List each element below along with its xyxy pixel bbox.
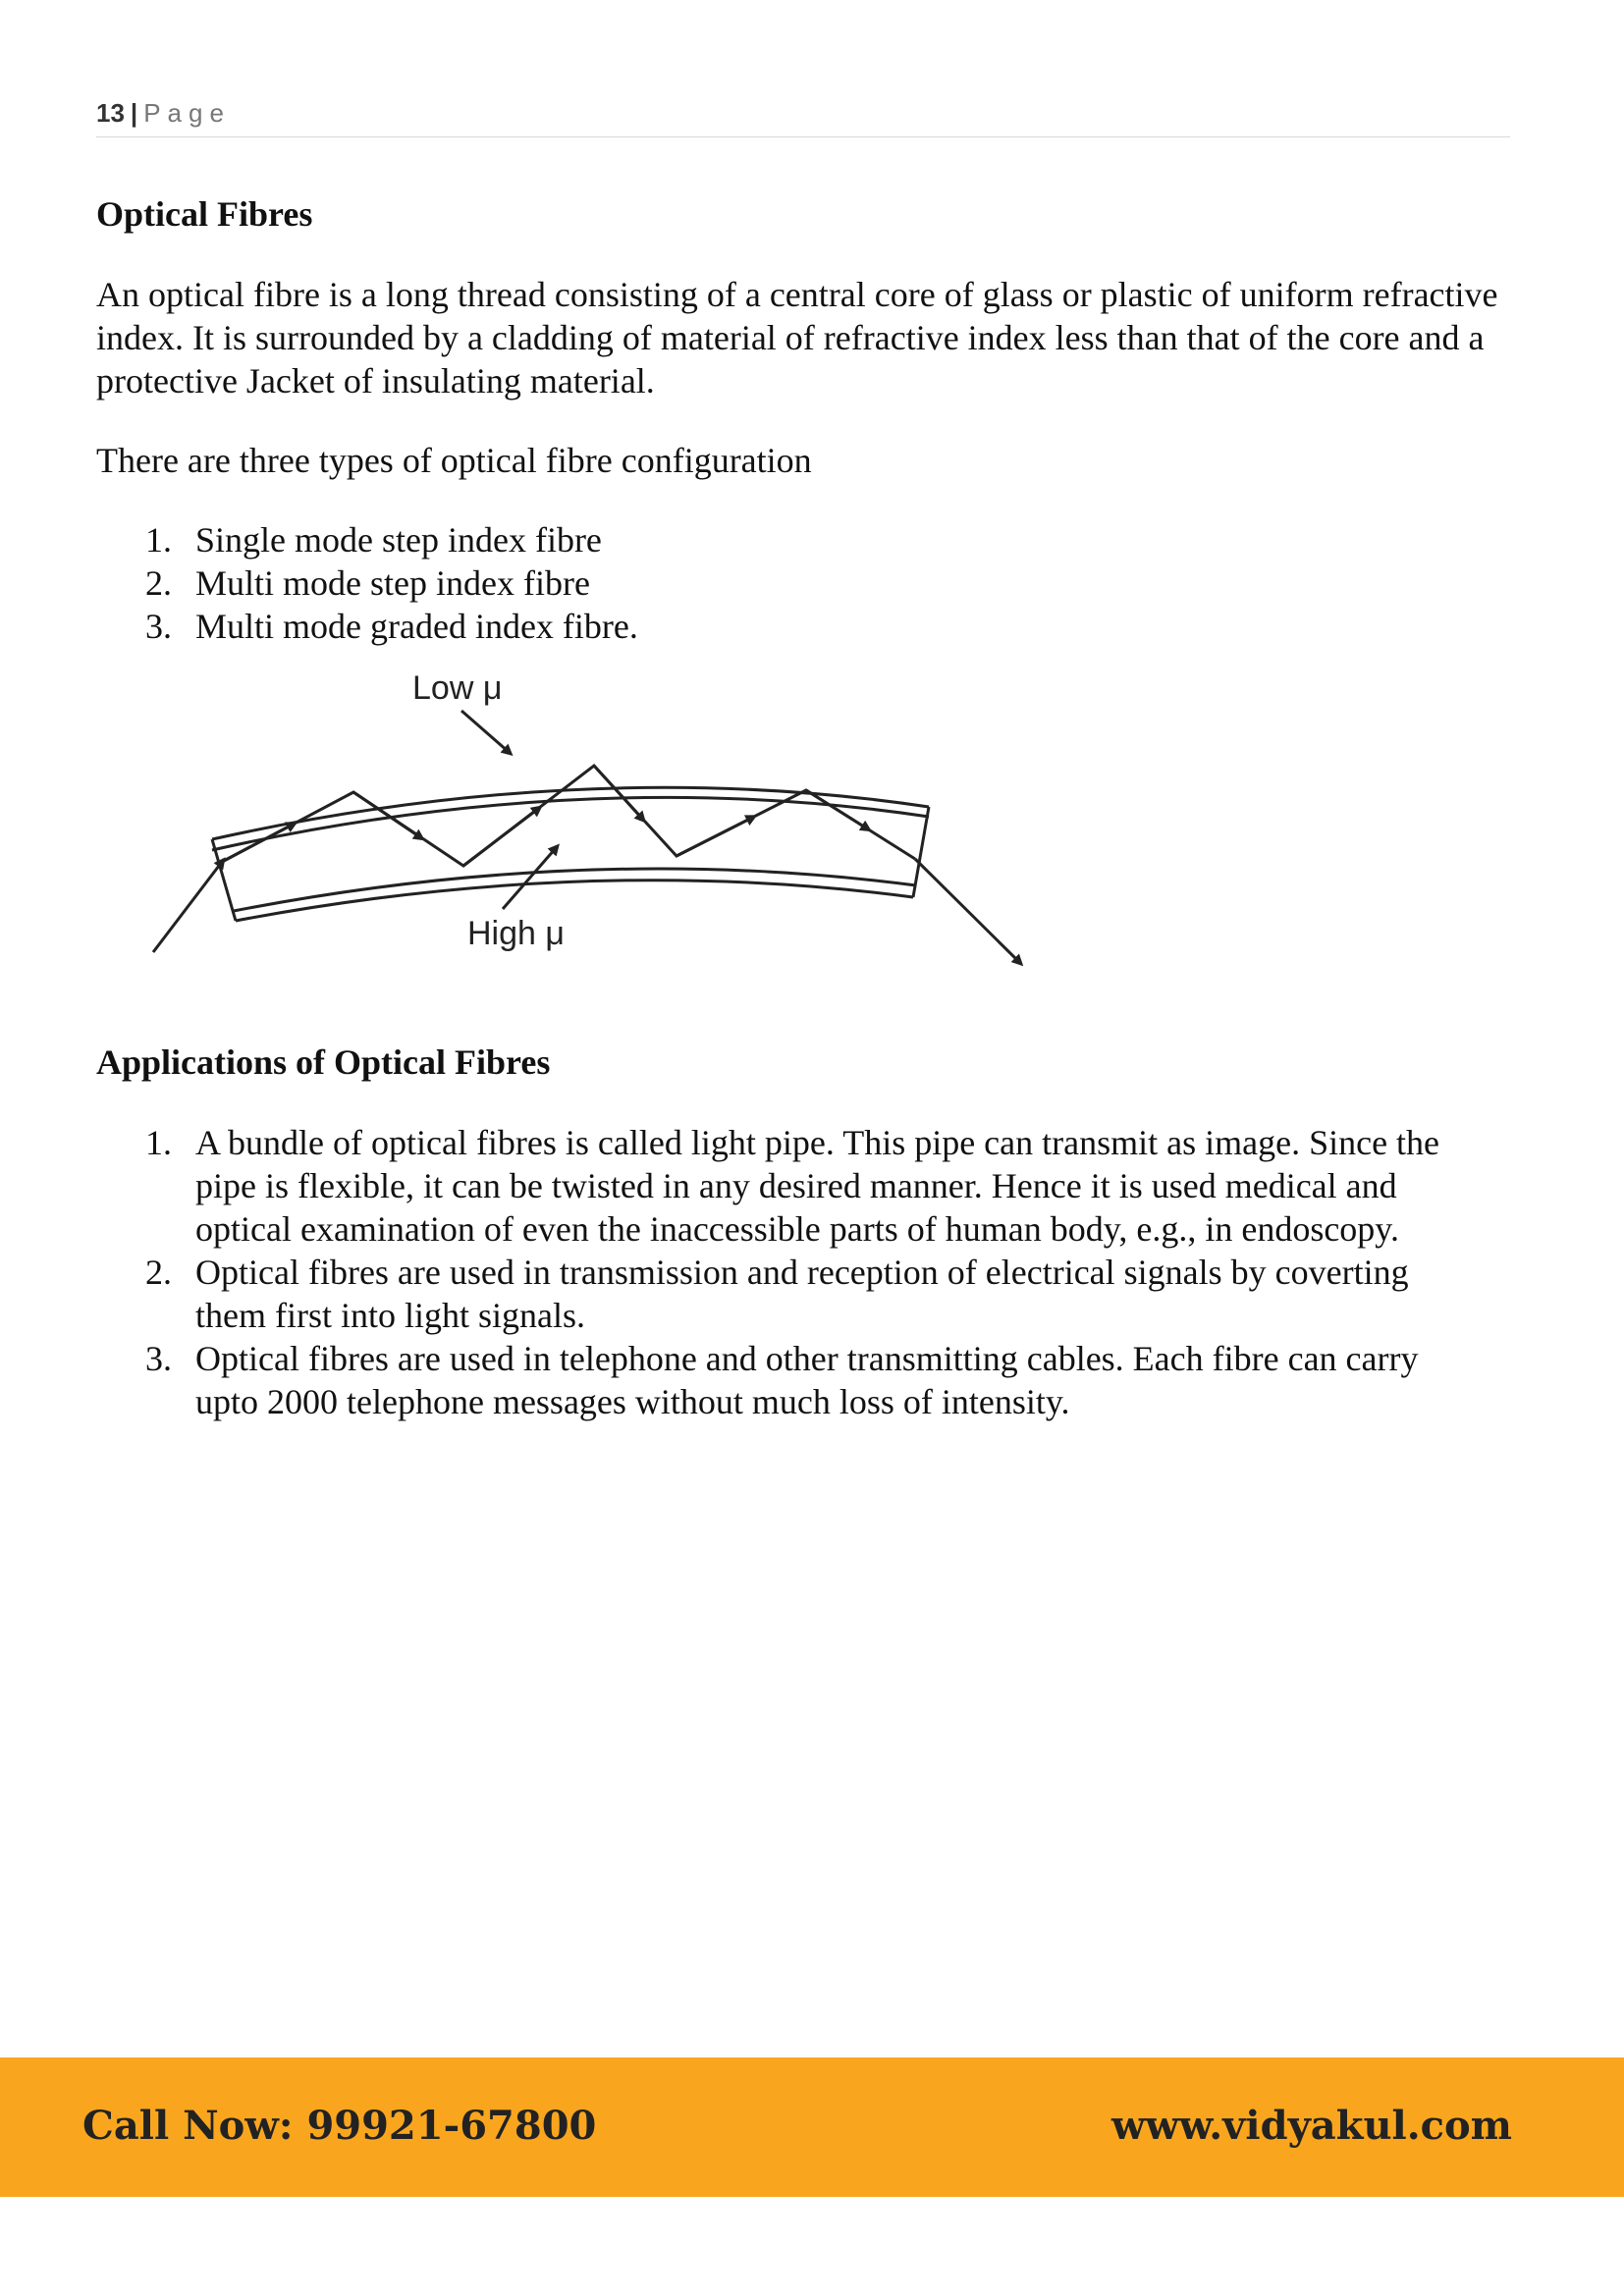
list-item: 2. Optical fibres are used in transmission and reception of electrical signals by coverting them first into light signals. [145,1253,1409,1335]
intro-paragraph: An optical fibre is a long thread consisting of a central core of glass or plastic of uniform refractive index. It is surrounded by a cladding of material of refractive index less than that of the core and a protective Jacket of insulating material. [96,275,1498,400]
footer-banner [0,2057,1624,2197]
page-word: Page [143,98,231,128]
section-heading-optical-fibres: Optical Fibres [96,194,313,234]
list-item: 1. Single mode step index fibre [145,520,602,560]
list-item: 2. Multi mode step index fibre [145,563,590,603]
page-number: 13 [96,98,125,128]
call-now-text: Call Now: 99921-67800 [82,2103,597,2149]
fibre-types-list [96,518,1510,648]
types-intro: There are three types of optical fibre configuration [96,441,812,480]
ray-in [153,862,222,952]
fibre-inner-top [212,797,929,850]
page-separator: | [130,98,138,128]
list-item: 1. A bundle of optical fibres is called light pipe. This pipe can transmit as image. Since the pipe is flexible, it can be twisted in any desired manner. Hence it is used medical and optical examination of even the inaccessible parts of human body, e.g., in endoscopy. [145,1123,1440,1249]
page-header [96,98,1510,137]
fibre-outer-bottom [236,881,913,921]
section-heading-applications: Applications of Optical Fibres [96,1042,551,1082]
label-low-mu: Low μ [412,669,503,707]
optical-fibre-diagram [96,648,1176,1041]
website-link[interactable]: www.vidyakul.com [1110,2103,1512,2149]
page-content [96,192,1510,1423]
list-item: 3. Optical fibres are used in telephone and other transmitting cables. Each fibre can carry upto 2000 telephone messages without much loss of intensity. [145,1339,1419,1421]
ray-out [915,859,1019,962]
fibre-left-end [212,839,236,921]
fibre-right-end [913,807,929,897]
applications-list [96,1121,1510,1423]
pointer-low [461,711,509,752]
label-high-mu: High μ [467,915,565,952]
list-item: 3. Multi mode graded index fibre. [145,607,638,646]
fibre-outer-top [212,787,929,839]
fibre-diagram-svg [96,648,1176,1041]
pointer-high [503,848,556,909]
